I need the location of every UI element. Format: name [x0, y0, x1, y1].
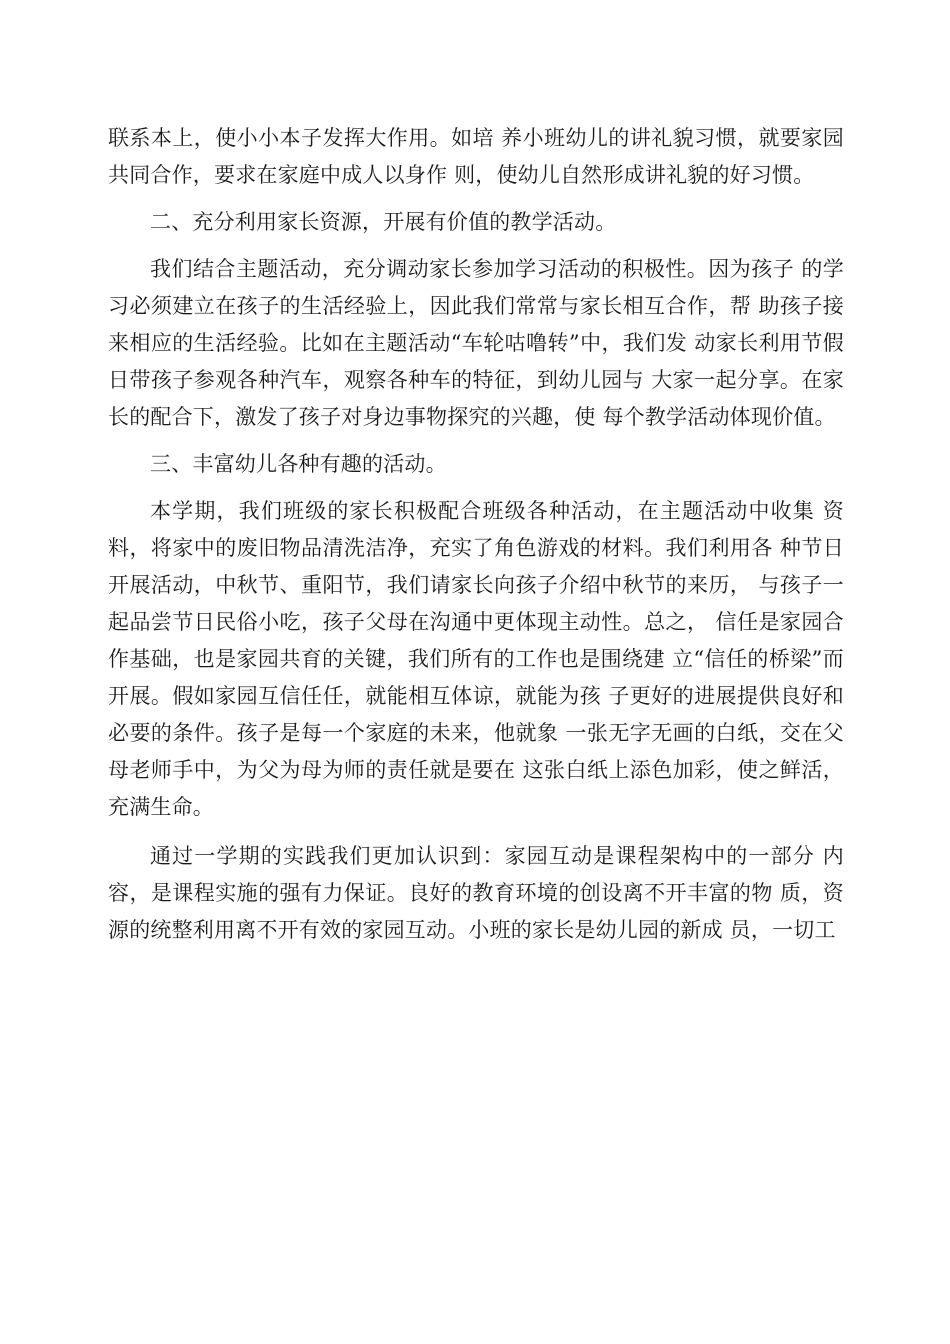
paragraph-activities: 本学期，我们班级的家长积极配合班级各种活动，在主题活动中收集 资料，将家中的废旧物品清洗洁净，充实了角色游戏的材料。我们利用各 种节日开展活动，中秋节、重阳节，我们请家长向孩子介绍中秋节的来历， 与孩子一起品尝节日民俗小吃，孩子父母在沟通中更体现主动性。总之， 信任是家园合作基础，也是家园共育的关键，我们所有的工作也是围绕建 立“信任的桥梁”而开展。假如家园互信任任，就能相互体谅，就能为孩 子更好的进展提供良好和必要的条件。孩子是每一个家庭的未来，他就象 一张无字无画的白纸，交在父母老师手中，为父为母为师的责任就是要在 这张白纸上添色加彩，使之鲜活，充满生命。 — [108, 499, 844, 819]
paragraph-continuation: 联系本上，使小小本子发挥大作用。如培 养小班幼儿的讲礼貌习惯，就要家园共同合作，要求在家庭中成人以身作 则，使幼儿自然形成讲礼貌的好习惯。 — [108, 126, 844, 187]
paragraph-conclusion: 通过一学期的实践我们更加认识到：家园互动是课程架构中的一部分 内容，是课程实施的强有力保证。良好的教育环境的创设离不开丰富的物 质，资源的统整利用离不开有效的家园互动。小班的家长是幼儿园的新成 员，一切工 — [108, 844, 844, 942]
paragraph-parent-resources: 我们结合主题活动，充分调动家长参加学习活动的积极性。因为孩子 的学习必须建立在孩子的生活经验上，因此我们常常与家长相互合作，帮 助孩子接来相应的生活经验。比如在主题活动“车轮咕噜转”中，我们发 动家长利用节假日带孩子参观各种汽车，观察各种车的特征，到幼儿园与 大家一起分享。在家长的配合下，激发了孩子对身边事物探究的兴趣，使 每个教学活动体现价值。 — [108, 257, 844, 429]
section-heading-2: 二、充分利用家长资源，开展有价值的教学活动。 — [150, 210, 617, 234]
section-heading-3: 三、丰富幼儿各种有趣的活动。 — [150, 452, 447, 476]
document-body — [108, 120, 844, 949]
